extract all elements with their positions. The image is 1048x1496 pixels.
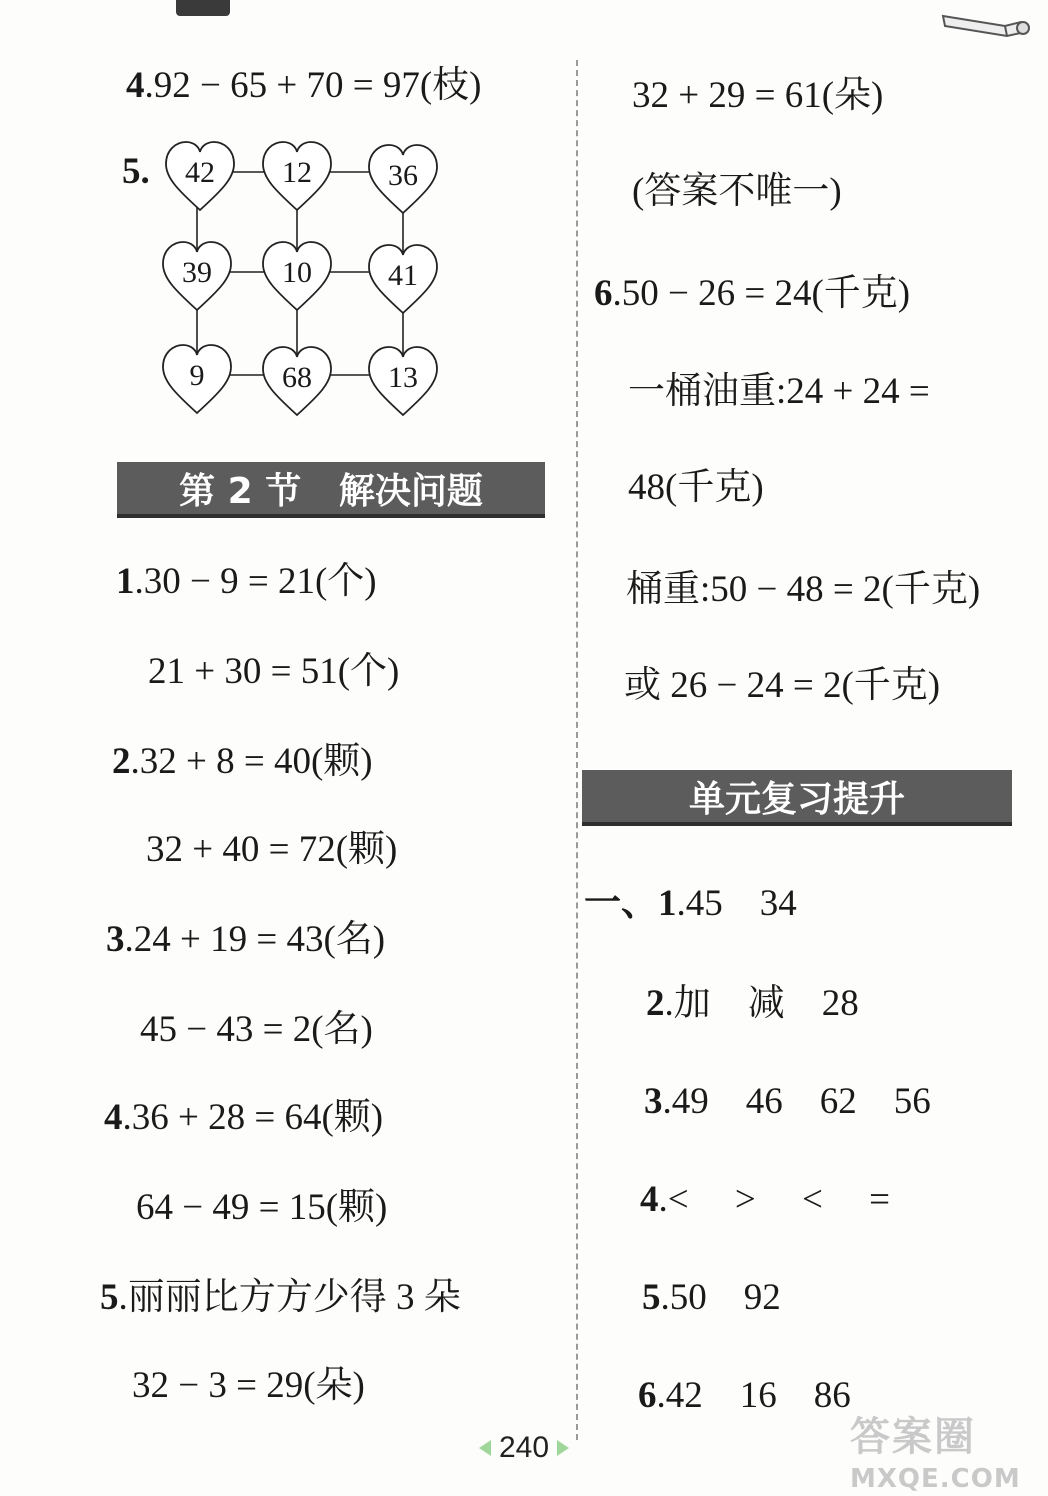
review-title: 单元复习提升 — [688, 778, 905, 820]
left-answer-line-text: .32 + 8 = 40(颗) — [130, 741, 373, 782]
left-answer-line-8 — [100, 1278, 461, 1316]
section-title-bar — [117, 462, 545, 518]
page-number: 240 — [498, 1431, 550, 1464]
review-answer-line-text: .45 34 — [676, 883, 797, 924]
section-title: 第 2 节 解决问题 — [179, 470, 483, 512]
left-answer-line-text: .丽丽比方方少得 3 朵 — [118, 1277, 461, 1318]
heart-number: 12 — [282, 156, 312, 189]
left-answer-line-text: .24 + 19 = 43(名) — [124, 919, 386, 960]
right-answer-line-text: 32 + 29 = 61(朵) — [632, 75, 884, 116]
watermark-title: 答案圈 — [850, 1414, 976, 1460]
heart-number: 39 — [182, 256, 212, 289]
left-answer-line-text: 64 − 49 = 15(颗) — [136, 1187, 388, 1228]
left-answer-line-6 — [104, 1098, 383, 1136]
left-answer-line-0 — [116, 562, 377, 600]
review-answer-line-0 — [584, 884, 797, 922]
watermark-url: MXQE.COM — [850, 1464, 1021, 1494]
heart-number: 42 — [185, 156, 215, 189]
heart-cell — [163, 242, 231, 310]
review-answer-line-number: 6 — [638, 1375, 657, 1416]
right-answer-line-4 — [628, 468, 764, 506]
heart-cell — [163, 345, 231, 413]
heart-cell — [263, 347, 331, 415]
right-answer-line-number: 6 — [594, 273, 613, 314]
right-answer-line-text: (答案不唯一) — [632, 171, 842, 212]
right-answer-line-5 — [626, 570, 980, 608]
right-answer-line-1 — [632, 172, 842, 210]
left-answer-line-text: 45 − 43 = 2(名) — [140, 1009, 373, 1050]
heart-number: 13 — [388, 361, 418, 394]
heart-cell — [369, 347, 437, 415]
top-corner-tab — [176, 0, 230, 16]
left-answer-line-number: 2 — [112, 741, 131, 782]
right-answer-line-text: 一桶油重:24 + 24 = — [628, 371, 930, 412]
heart-cell — [166, 142, 234, 210]
left-answer-line-4 — [106, 920, 385, 958]
review-answer-line-text: .< > < = — [658, 1179, 890, 1220]
heart-number: 10 — [282, 256, 312, 289]
review-answer-line-text: .49 46 62 56 — [662, 1081, 931, 1122]
watermark-logo — [850, 1405, 1040, 1494]
left-answer-line-1 — [148, 652, 399, 690]
left-answer-line-7 — [136, 1188, 387, 1226]
heart-cell — [369, 145, 437, 213]
left-answer-line-number: 1 — [116, 561, 135, 602]
left-answer-line-3 — [146, 830, 397, 868]
right-answer-line-text: 桶重:50 − 48 = 2(千克) — [626, 569, 981, 610]
right-answer-line-2 — [594, 274, 910, 312]
heart-number-grid — [160, 140, 450, 430]
review-title-bar — [582, 770, 1012, 826]
review-answer-line-1 — [646, 984, 859, 1022]
right-answer-line-text: 或 26 − 24 = 2(千克) — [624, 665, 941, 706]
left-answer-line-number: 3 — [106, 919, 125, 960]
answer-4-top: 4.92 − 65 + 70 = 97(枝) — [126, 65, 482, 106]
right-answer-line-3 — [628, 372, 930, 410]
review-answer-line-text: .加 减 28 — [664, 983, 859, 1024]
answer-5-top-label: 5. — [122, 151, 150, 192]
left-answer-line-2 — [112, 742, 373, 780]
heart-number: 36 — [388, 159, 418, 192]
right-answer-line-6 — [624, 666, 940, 704]
left-answer-line-number: 4 — [104, 1097, 123, 1138]
left-answer-line-number: 5 — [100, 1277, 119, 1318]
right-arrow-icon — [557, 1440, 569, 1456]
left-arrow-icon — [479, 1440, 491, 1456]
left-answer-line-9 — [132, 1366, 365, 1404]
left-answer-line-text: 32 − 3 = 29(朵) — [132, 1365, 365, 1406]
left-answer-line-5 — [140, 1010, 373, 1048]
heart-number: 41 — [388, 259, 418, 292]
heart-number: 9 — [189, 359, 205, 392]
column-divider — [576, 60, 578, 1440]
review-answer-line-3 — [640, 1180, 890, 1218]
pencil-icon — [935, 2, 1035, 42]
review-answer-line-number: 4 — [640, 1179, 659, 1220]
heart-cell — [263, 242, 331, 310]
review-answer-line-number: 一、1 — [584, 883, 677, 924]
heart-cell — [369, 245, 437, 313]
review-answer-line-text: .42 16 86 — [656, 1375, 851, 1416]
heart-number: 68 — [282, 361, 312, 394]
left-answer-line-text: 21 + 30 = 51(个) — [148, 651, 400, 692]
review-answer-line-2 — [644, 1082, 931, 1120]
left-answer-line-text: .36 + 28 = 64(颗) — [122, 1097, 384, 1138]
left-answer-line-text: .30 − 9 = 21(个) — [134, 561, 377, 602]
review-answer-line-number: 2 — [646, 983, 665, 1024]
review-answer-line-text: .50 92 — [660, 1277, 781, 1318]
right-answer-line-text: 48(千克) — [628, 467, 764, 508]
review-answer-line-number: 5 — [642, 1277, 661, 1318]
review-answer-line-5 — [638, 1376, 851, 1414]
review-answer-line-4 — [642, 1278, 781, 1316]
heart-cell — [263, 142, 331, 210]
review-answer-line-number: 3 — [644, 1081, 663, 1122]
right-answer-line-0 — [632, 76, 883, 114]
left-answer-line-text: 32 + 40 = 72(颗) — [146, 829, 398, 870]
right-answer-line-text: .50 − 26 = 24(千克) — [612, 273, 911, 314]
